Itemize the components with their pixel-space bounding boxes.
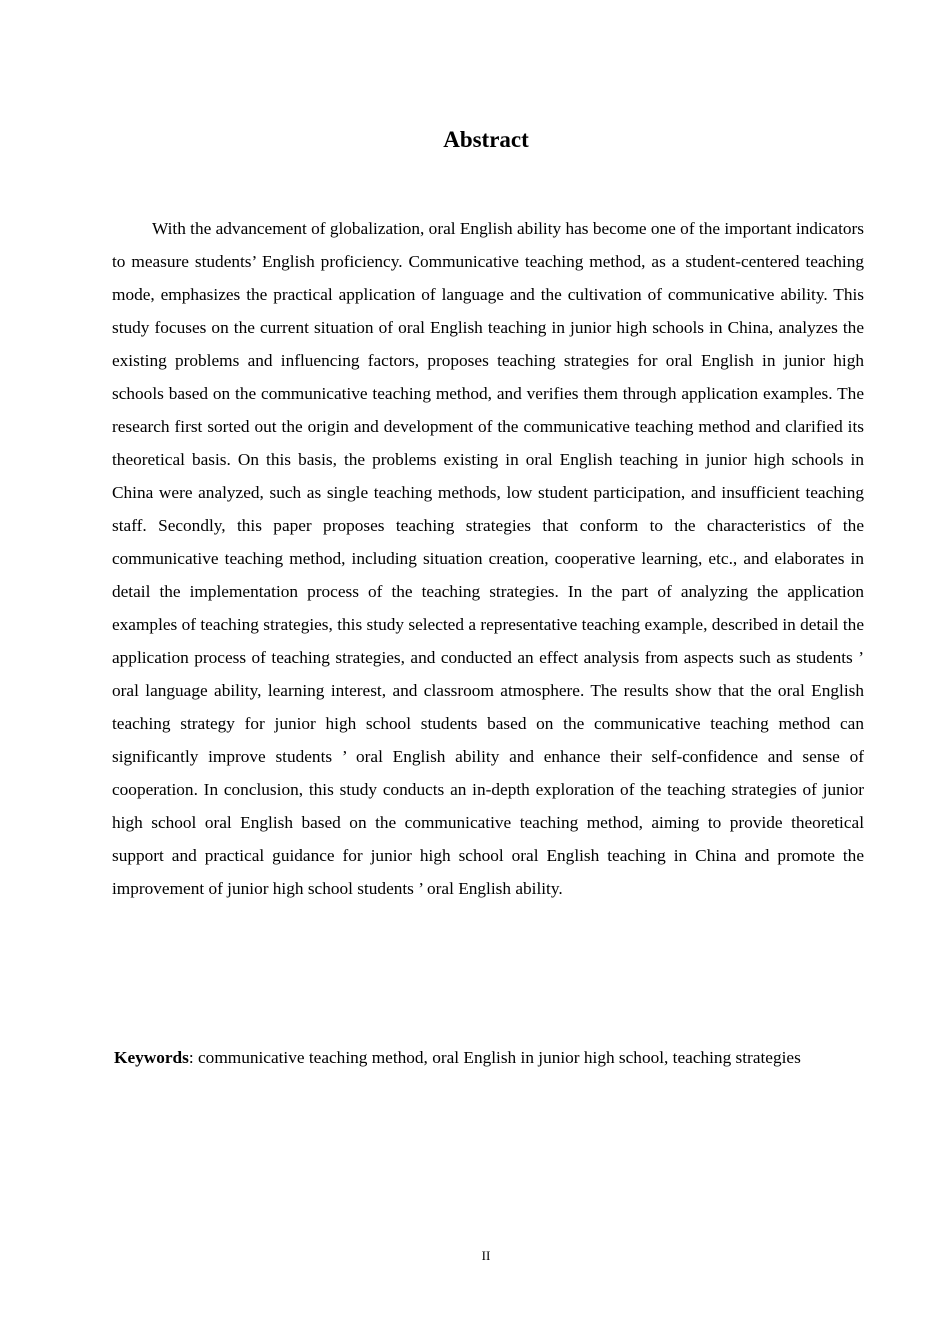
abstract-title: Abstract <box>443 127 529 152</box>
keywords-separator: : <box>188 1048 199 1067</box>
page-number: II <box>481 1248 491 1263</box>
abstract-body: With the advancement of globalization, oral English ability has become one of the important indicators to measure students’ English proficiency. Communicative teaching method, as a student-centered teaching mode, emphasizes the practical application of language and the cultivation of communicative ability. This study focuses on the current situation of oral English teaching in junior high schools in China, analyzes the existing problems and influencing factors, proposes teaching strategies for oral English in junior high schools based on the communicative teaching method, and verifies them through application examples. The research first sorted out the origin and development of the communicative teaching method and clarified its theoretical basis. On this basis, the problems existing in oral English teaching in junior high schools in China were analyzed, such as single teaching methods, low student participation, and insufficient teaching staff. Secondly, this paper proposes teaching strategies that conform to the characteristics of the communicative teaching method, including situation creation, cooperative learning, etc., and elaborates in detail the implementation process of the teaching strategies. In the part of analyzing the application examples of teaching strategies, this study selected a representative teaching example, described in detail the application process of teaching strategies, and conducted an effect analysis from aspects such as students ’ oral language ability, learning interest, and classroom atmosphere. The results show that the oral English teaching strategy for junior high school students based on the communicative teaching method can significantly improve students ’ oral English ability and enhance their self-confidence and sense of cooperation. In conclusion, this study conducts an in-depth exploration of the teaching strategies of junior high school oral English based on the communicative teaching method, aiming to provide theoretical support and practical guidance for junior high school oral English teaching in China and promote the improvement of junior high school students ’ oral English ability. <box>112 219 864 898</box>
keywords-label: Keywords <box>114 1048 189 1067</box>
keywords-text: communicative teaching method, oral English in junior high school, teaching strategies <box>198 1048 801 1067</box>
keywords-paragraph <box>114 1042 860 1073</box>
